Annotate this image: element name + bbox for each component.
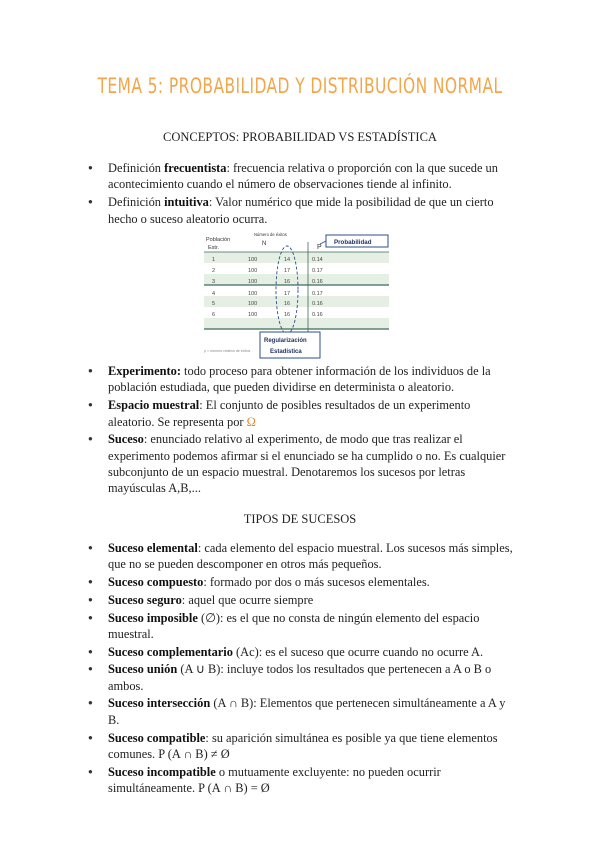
row-3-x: 16 — [284, 279, 291, 285]
row-5-n: 100 — [248, 301, 258, 307]
row-2-n: 100 — [248, 268, 258, 274]
row-3-pob: 3 — [212, 279, 216, 285]
row-6-pob: 6 — [212, 312, 216, 318]
probabilidad-label: Probabilidad — [334, 239, 372, 246]
row-4-n: 100 — [248, 291, 258, 297]
row-2-x: 17 — [284, 268, 291, 274]
col-header-n: N — [262, 241, 267, 247]
row-3-n: 100 — [248, 279, 258, 285]
col-header-poblacion: Población — [206, 237, 231, 243]
row-3-p: 0.16 — [312, 279, 323, 285]
row-1-x: 14 — [284, 257, 291, 263]
section-heading-conceptos: CONCEPTOS: PROBABILIDAD VS ESTADÍSTICA — [163, 130, 437, 144]
list-item-espacio-muestral: ● Espacio muestral: El conjunto de posibles resultados de un experimento aleatorio. Se representa por Ω — [88, 397, 518, 430]
list-item-def-intuitiva: ● Definición intuitiva: Valor numérico que mide la posibilidad de que un cierto hecho o suceso aleatorio ocurra. — [88, 194, 518, 227]
list-item-suceso-interseccion: ● Suceso intersección (A ∩ B): Elementos que pertenecen simultáneamente a A y B. — [88, 695, 518, 728]
row-5-x: 16 — [284, 301, 291, 307]
list-item-suceso-complementario: ● Suceso complementario (Ac): es el suceso que ocurre cuando no ocurre A. — [88, 644, 518, 660]
row-5-pob: 5 — [212, 301, 216, 307]
row-4-pob: 4 — [212, 291, 216, 297]
list-item-suceso-imposible: ● Suceso imposible (∅): es el que no consta de ningún elemento del espacio muestral. — [88, 610, 518, 643]
section-heading-tipos: TIPOS DE SUCESOS — [243, 512, 357, 526]
row-4-p: 0.17 — [312, 291, 323, 297]
col-header-top: Número de éxitos — [254, 232, 287, 237]
list-item-def-frecuentista: ● Definición frecuentista: frecuencia relativa o proporción con la que sucede un acontecimiento cuando el número de observaciones tiende al infinito. — [88, 160, 518, 193]
frequency-table-figure — [200, 228, 395, 360]
list-item-suceso-elemental: ● Suceso elemental: cada elemento del espacio muestral. Los sucesos más simples, que no se pueden descomponer en otros más pequeños. — [88, 540, 518, 573]
document-title: TEMA 5: PROBABILIDAD Y DISTRIBUCIÓN NORMAL — [97, 74, 503, 98]
row-4-x: 17 — [284, 291, 291, 297]
list-item-suceso-incompatible: ● Suceso incompatible o mutuamente excluyente: no pueden ocurrir simultáneamente. P (A ∩ B) = Ø — [88, 764, 518, 797]
tipos-list — [88, 540, 518, 798]
list-item-suceso-seguro: ● Suceso seguro: aquel que ocurre siempre — [88, 592, 518, 608]
row-6-x: 16 — [284, 312, 291, 318]
row-1-p: 0.14 — [312, 257, 323, 263]
list-item-suceso-compatible: ● Suceso compatible: su aparición simultánea es posible ya que tiene elementos comunes. P (A ∩ B) ≠ Ø — [88, 730, 518, 763]
definitions-list — [88, 160, 518, 228]
concepts-list — [88, 363, 518, 498]
list-item-suceso-compuesto: ● Suceso compuesto: formado por dos o más sucesos elementales. — [88, 574, 518, 590]
figure-footnote: p = número relativo de éxitos — [204, 349, 251, 353]
row-2-p: 0.17 — [312, 268, 323, 274]
col-subheader: Estr. — [208, 245, 220, 251]
regularizacion-label-2: Estadística — [270, 349, 302, 355]
omega-symbol: Ω — [246, 414, 256, 429]
list-item-experimento: ● Experimento: todo proceso para obtener información de los individuos de la población estudiada, que pueden dividirse en determinista o aleatorio. — [88, 363, 518, 396]
row-1-pob: 1 — [212, 257, 216, 263]
list-item-suceso: ● Suceso: enunciado relativo al experimento, de modo que tras realizar el experimento podemos afirmar si el enunciado se ha cumplido o no. Es cualquier subconjunto de un espacio muestral. Denotaremos los sucesos por letras mayúsculas A,B,... — [88, 431, 518, 497]
row-5-p: 0.16 — [312, 301, 323, 307]
row-6-p: 0.16 — [312, 312, 323, 318]
row-1-n: 100 — [248, 257, 258, 263]
row-6-n: 100 — [248, 312, 258, 318]
row-2-pob: 2 — [212, 268, 216, 274]
list-item-suceso-union: ● Suceso unión (A ∪ B): incluye todos los resultados que pertenecen a A o B o ambos. — [88, 661, 518, 694]
regularizacion-label-1: Regularización — [264, 338, 307, 344]
col-header-p: P — [317, 244, 322, 251]
